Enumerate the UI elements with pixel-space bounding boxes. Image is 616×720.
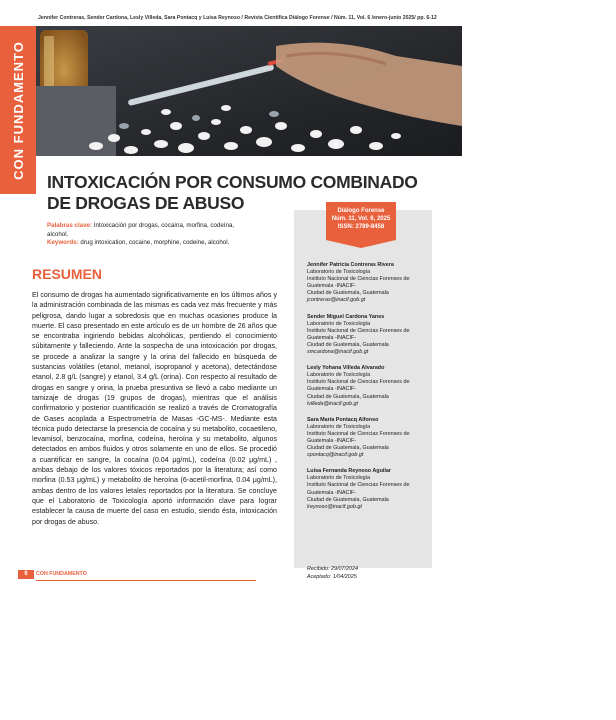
keywords-es xyxy=(47,222,247,239)
author-city: Ciudad de Guatemala, Guatemala xyxy=(307,341,389,348)
author-lab: Laboratorio de Toxicología xyxy=(307,320,371,327)
author-name: Jennifer Patricia Contreras Rivera xyxy=(307,262,394,268)
author-email[interactable]: jcontreras@inacif.gob.gt xyxy=(307,297,366,304)
author-institution: Instituto Nacional de Ciencias Forenses de Guatemala -INACIF- xyxy=(307,379,410,393)
author-entry xyxy=(307,468,429,511)
author-institution: Instituto Nacional de Ciencias Forenses de Guatemala -INACIF- xyxy=(307,482,410,496)
journal-badge-issue: Núm. 11, Vol. 6, 2025 xyxy=(331,216,391,222)
keywords-es-text: Intoxicación por drogas, cocaína, morfina, codeína, alcohol. xyxy=(47,222,235,238)
author-city: Ciudad de Guatemala, Guatemala xyxy=(307,496,389,503)
author-email[interactable]: smcardona@inacif.gob.gt xyxy=(307,349,369,356)
abstract-heading: RESUMEN xyxy=(32,266,103,282)
author-city: Ciudad de Guatemala, Guatemala xyxy=(307,445,389,452)
footer-rule xyxy=(36,580,256,581)
keywords-en-text: drug intoxication, cocaine, morphine, codeine, alcohol. xyxy=(80,239,230,246)
author-city: Ciudad de Guatemala, Guatemala xyxy=(307,290,389,297)
header-photo xyxy=(36,26,462,156)
author-institution: Instituto Nacional de Ciencias Forenses de Guatemala -INACIF- xyxy=(307,276,410,290)
author-entry xyxy=(307,314,429,357)
submission-dates xyxy=(307,565,358,581)
author-email[interactable]: lreynoso@inacif.gob.gt xyxy=(307,503,362,510)
author-lab: Laboratorio de Toxicología xyxy=(307,423,371,430)
author-email[interactable]: spontacq@inacif.gob.gt xyxy=(307,452,364,459)
author-entry xyxy=(307,262,429,305)
author-list xyxy=(307,262,429,520)
journal-badge xyxy=(326,202,396,240)
keywords-en xyxy=(47,239,247,248)
keywords-block xyxy=(47,222,247,248)
article-title: INTOXICACIÓN POR CONSUMO COMBINADO DE DROGAS DE ABUSO xyxy=(47,172,418,213)
received-date: Recibido: 29/07/2024 xyxy=(307,566,358,572)
page-number: 6 xyxy=(18,570,34,579)
keywords-en-label: Keywords: xyxy=(47,239,79,246)
author-entry xyxy=(307,417,429,460)
running-head: Jennifer Contreras, Sender Cardona, Lesly Villeda, Sara Pontacq y Luisa Reynoso / Revista Científica Diálogo Forense / Núm. 11, Vol. 6 /enero-junio 2025/ pp. 6-12 xyxy=(38,15,437,21)
author-email[interactable]: lvilleda@inacif.gob.gt xyxy=(307,400,359,407)
author-name: Luisa Fernanda Reynoso Aguilar xyxy=(307,468,391,475)
author-name: Sender Miguel Cardona Yanes xyxy=(307,313,385,320)
section-band-label-wrap xyxy=(0,26,36,194)
author-lab: Laboratorio de Toxicología xyxy=(307,269,371,276)
author-lab: Laboratorio de Toxicología xyxy=(307,372,371,379)
journal-badge-issn: ISSN: 2789-8458 xyxy=(337,224,385,230)
author-name: Sara María Pontacq Alfonso xyxy=(307,416,379,423)
pills-syringe-image xyxy=(36,26,462,156)
keywords-es-label: Palabras clave: xyxy=(47,222,93,229)
journal-badge-tail xyxy=(326,240,396,248)
author-name: Lesly Yohana Villeda Alvarado xyxy=(307,365,385,372)
author-institution: Instituto Nacional de Ciencias Forenses de Guatemala -INACIF- xyxy=(307,430,410,444)
accepted-date: Aceptado: 1/04/2025 xyxy=(307,574,357,580)
abstract-text: El consumo de drogas ha aumentado significativamente en los últimos años y la administración combinada de las mismas es cada vez más frecuente y más peligrosa, dando lugar a sobredosis que en muchas ocasiones produce la muerte. El caso presentado en este artículo es de un hombre de 26 años que se encontraba ingiriendo bebidas alcohólicas, perdiendo el conocimiento súbitamente y falleciendo. Ante la sospecha de una intoxicación por drogas, se procede a analizar la sangre y la orina del fallecido en búsqueda de sustancias volátiles (etanol, metanol, isopropanol y acetona), detectándose etanol, 2.8 g/L (sangre) y etanol, 3.4 g/L (orina). Con respecto al resultado de drogas en sangre y orina, la prueba presuntiva se llevó a cabo mediante un tamizaje de drogas (19 grupos de drogas), mientras que el análisis confirmatorio y posterior cuantificación se realizó a través de Cromatografía de Gases acoplada a Espectrometría de Masas -GC-MS-. Mediante esta técnica pudo detectarse la presencia de cocaína y su metabolito, cocaetileno, levamisol, benzocaína, morfina, codeína, heroína y su metabolito, algunos detectados en ambos fluidos y otros solamente en uno de ellos. Se procedió a cuantificar en sangre, la cocaína (0.04 μg/mL), codeína (0.02 μg/mL) , ambas debajo de los valores tóxicos reportados por la literatura; así como morfina (0.53 μg/mL) y metabolito de heroína (6-acetil-morfina, 0.04 μg/mL), ambas dentro de los valores letales reportados por la literatura. Se concluye que el Laboratorio de Toxicología aportó información clave para lograr establecer la causa de muerte del caso en estudio, siendo ésta, intoxicación por drogas de abuso. xyxy=(32,291,277,526)
author-lab: Laboratorio de Toxicología xyxy=(307,475,371,482)
author-entry xyxy=(307,365,429,408)
author-city: Ciudad de Guatemala, Guatemala xyxy=(307,393,389,400)
section-band-label: CON FUNDAMENTO xyxy=(10,40,26,180)
journal-badge-name: Diálogo Forense xyxy=(337,208,385,214)
footer-section-label: CON FUNDAMENTO xyxy=(36,571,87,577)
author-institution: Instituto Nacional de Ciencias Forenses de Guatemala -INACIF- xyxy=(307,327,410,341)
